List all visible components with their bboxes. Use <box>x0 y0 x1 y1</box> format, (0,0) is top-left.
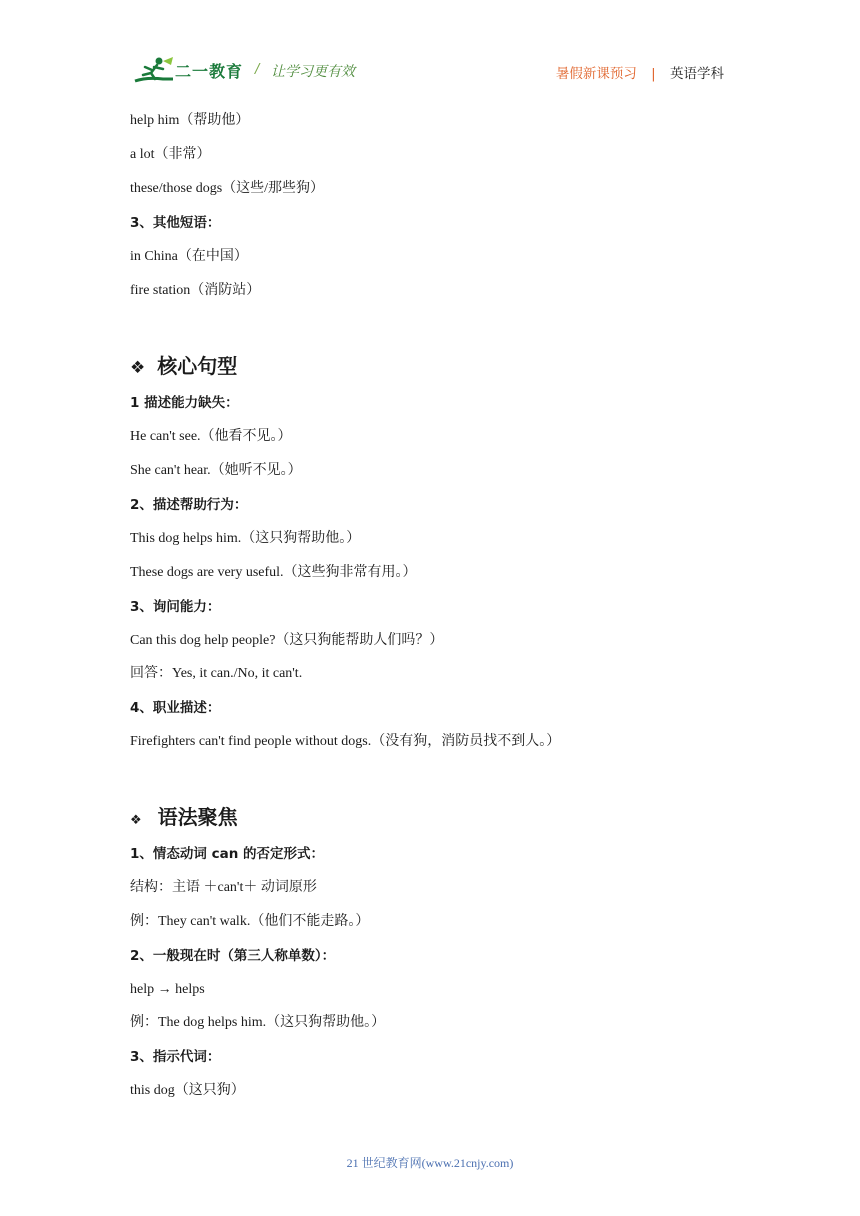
slogan-divider: / <box>255 62 260 77</box>
phrase-line: help him（帮助他） <box>130 113 250 128</box>
subheading: 3、询问能力： <box>130 599 221 615</box>
sentence-line: These dogs are very useful.（这些狗非常有用。） <box>130 565 417 580</box>
sentence-line: This dog helps him.（这只狗帮助他。） <box>130 531 361 546</box>
sentence-line: She can't hear.（她听不见。） <box>130 463 302 478</box>
grammar-line: this dog（这只狗） <box>130 1083 245 1098</box>
section-title-grammar-focus <box>130 801 238 830</box>
logo-text: 二一教育 <box>175 62 244 81</box>
grammar-line: 例：The dog helps him.（这只狗帮助他。） <box>130 1015 386 1030</box>
subheading: 2、一般现在时（第三人称单数）： <box>130 948 336 964</box>
diamond-bullet-icon: ❖ <box>130 813 142 828</box>
section-title-core-sentences <box>130 350 237 379</box>
subheading: 3、其他短语： <box>130 215 221 231</box>
logo <box>133 55 243 89</box>
phrase-line: in China（在中国） <box>130 249 248 264</box>
subheading: 1、情态动词 can 的否定形式： <box>130 846 325 862</box>
section-title-text: 核心句型 <box>157 354 238 378</box>
page-header <box>0 0 860 100</box>
grammar-line: 例：They can't walk.（他们不能走路。） <box>130 914 370 929</box>
sentence-line: Firefighters can't find people without dogs.（没有狗，消防员找不到人。） <box>130 734 561 749</box>
section-title-text: 语法聚焦 <box>157 805 238 829</box>
sentence-line: 回答：Yes, it can./No, it can't. <box>130 666 303 681</box>
subheading: 3、指示代词： <box>130 1049 221 1065</box>
phrase-line: a lot（非常） <box>130 147 211 162</box>
diamond-bullet-icon: ❖ <box>130 358 146 378</box>
subject-name: 英语学科 <box>670 66 724 82</box>
header-separator: | <box>651 66 656 82</box>
course-name: 暑假新课预习 <box>555 66 637 82</box>
grammar-line: help → helps <box>130 982 205 997</box>
grammar-line: 结构：主语 ＋can't＋ 动词原形 <box>130 880 317 895</box>
subheading: 1 描述能力缺失： <box>130 395 239 411</box>
subheading: 2、描述帮助行为： <box>130 497 248 513</box>
phrase-line: these/those dogs（这些/那些狗） <box>130 181 325 196</box>
sentence-line: He can't see.（他看不见。） <box>130 429 292 444</box>
subheading: 4、职业描述： <box>130 700 221 716</box>
runner-logo-icon <box>133 55 177 89</box>
header-course-info <box>556 62 724 82</box>
slogan: 让学习更有效 <box>271 64 355 80</box>
sentence-line: Can this dog help people?（这只狗能帮助人们吗？） <box>130 633 444 648</box>
page-footer: 21 世纪教育网(www.21cnjy.com) <box>346 1156 514 1170</box>
phrase-line: fire station（消防站） <box>130 283 261 298</box>
